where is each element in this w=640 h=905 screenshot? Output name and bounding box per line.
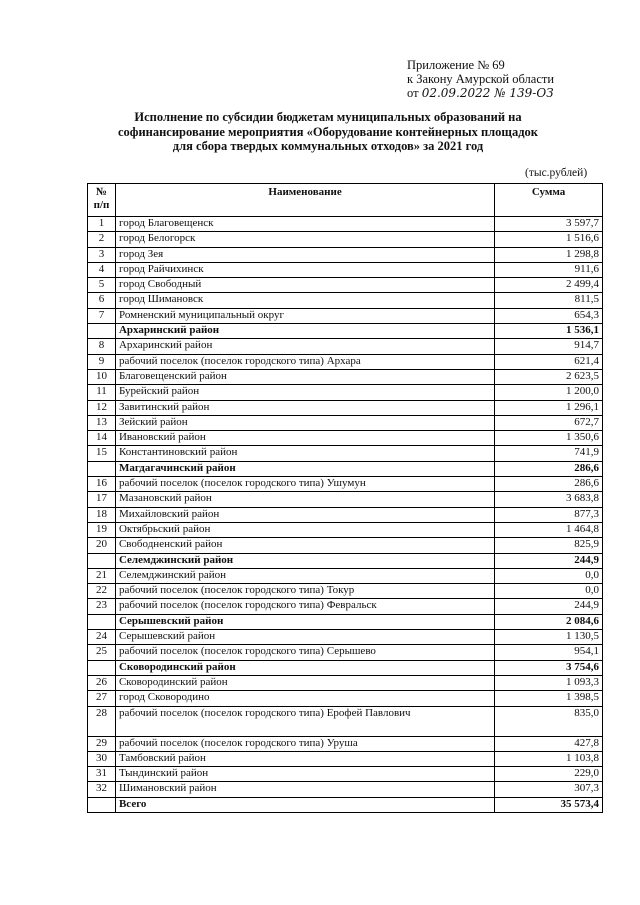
row-number: 3 — [88, 247, 116, 262]
row-sum: 1 200,0 — [495, 385, 603, 400]
row-sum: 825,9 — [495, 538, 603, 553]
header-name: Наименование — [115, 184, 494, 217]
row-sum: 244,9 — [495, 553, 603, 568]
row-name: Бурейский район — [115, 385, 494, 400]
row-number: 15 — [88, 446, 116, 461]
row-number: 13 — [88, 415, 116, 430]
row-number: 27 — [88, 691, 116, 706]
table-row — [88, 492, 603, 507]
row-sum: 286,6 — [495, 477, 603, 492]
title-line-1: Исполнение по субсидии бюджетам муниципальных образований на — [134, 110, 522, 124]
table-row — [88, 308, 603, 323]
table-row — [88, 645, 603, 660]
table-row — [88, 706, 603, 736]
table-row — [88, 782, 603, 797]
row-sum: 2 623,5 — [495, 369, 603, 384]
row-name: Константиновский район — [115, 446, 494, 461]
row-sum: 741,9 — [495, 446, 603, 461]
title-line-3: для сбора твердых коммунальных отходов» за 2021 год — [172, 139, 484, 153]
table-row — [88, 278, 603, 293]
row-number — [88, 614, 116, 629]
row-number — [88, 797, 116, 812]
table-row — [88, 446, 603, 461]
row-name: рабочий поселок (поселок городского типа) Серышево — [115, 645, 494, 660]
row-number: 10 — [88, 369, 116, 384]
title-line-2: софинансирование мероприятия «Оборудование контейнерных площадок — [118, 124, 538, 139]
row-sum: 1 350,6 — [495, 431, 603, 446]
row-name: Селемджинский район — [115, 568, 494, 583]
handwritten-date-number: 02.09.2022 № 139-ОЗ — [421, 86, 554, 100]
row-number — [88, 461, 116, 476]
row-sum: 672,7 — [495, 415, 603, 430]
header-sum: Сумма — [495, 184, 603, 217]
row-sum: 654,3 — [495, 308, 603, 323]
row-name: Архаринский район — [115, 324, 494, 339]
row-sum: 1 298,8 — [495, 247, 603, 262]
row-name: рабочий поселок (поселок городского типа) Токур — [115, 584, 494, 599]
table-row — [88, 507, 603, 522]
subsidy-table — [87, 183, 603, 813]
row-sum: 1 093,3 — [495, 675, 603, 690]
row-sum: 244,9 — [495, 599, 603, 614]
row-sum: 427,8 — [495, 736, 603, 751]
row-sum: 0,0 — [495, 568, 603, 583]
table-row — [88, 369, 603, 384]
row-sum: 35 573,4 — [495, 797, 603, 812]
row-number: 12 — [88, 400, 116, 415]
table-subtotal-row — [88, 324, 603, 339]
row-number: 30 — [88, 751, 116, 766]
row-number — [88, 553, 116, 568]
table-row — [88, 415, 603, 430]
appendix-block — [407, 58, 554, 100]
appendix-line-1: Приложение № 69 — [407, 58, 505, 72]
row-number: 9 — [88, 354, 116, 369]
table-row — [88, 522, 603, 537]
row-name: Ивановский район — [115, 431, 494, 446]
row-name: рабочий поселок (поселок городского типа) Ерофей Павлович — [115, 706, 494, 736]
table-row — [88, 675, 603, 690]
row-sum: 811,5 — [495, 293, 603, 308]
table-row — [88, 599, 603, 614]
row-name: Михайловский район — [115, 507, 494, 522]
row-sum: 229,0 — [495, 767, 603, 782]
row-sum: 911,6 — [495, 262, 603, 277]
row-number: 19 — [88, 522, 116, 537]
row-number: 31 — [88, 767, 116, 782]
table-row — [88, 354, 603, 369]
row-number — [88, 660, 116, 675]
row-name: Магдагачинский район — [115, 461, 494, 476]
row-number: 5 — [88, 278, 116, 293]
row-number: 29 — [88, 736, 116, 751]
table-row — [88, 400, 603, 415]
row-name: город Шимановск — [115, 293, 494, 308]
table-row — [88, 538, 603, 553]
row-number: 26 — [88, 675, 116, 690]
row-number: 22 — [88, 584, 116, 599]
row-name: город Сковородино — [115, 691, 494, 706]
table-subtotal-row — [88, 553, 603, 568]
row-number: 14 — [88, 431, 116, 446]
table-subtotal-row — [88, 660, 603, 675]
header-number: № п/п — [88, 184, 116, 217]
table-row — [88, 262, 603, 277]
row-number: 8 — [88, 339, 116, 354]
table-row — [88, 247, 603, 262]
document-title — [78, 110, 578, 154]
row-number: 20 — [88, 538, 116, 553]
table-row — [88, 431, 603, 446]
row-sum: 1 536,1 — [495, 324, 603, 339]
row-name: рабочий поселок (поселок городского типа) Февральск — [115, 599, 494, 614]
row-name: рабочий поселок (поселок городского типа) Ушумун — [115, 477, 494, 492]
row-sum: 1 130,5 — [495, 630, 603, 645]
row-name: Благовещенский район — [115, 369, 494, 384]
row-name: Свободненский район — [115, 538, 494, 553]
row-number: 16 — [88, 477, 116, 492]
table-subtotal-row — [88, 614, 603, 629]
row-name: город Зея — [115, 247, 494, 262]
row-number: 25 — [88, 645, 116, 660]
row-sum: 286,6 — [495, 461, 603, 476]
row-sum: 1 398,5 — [495, 691, 603, 706]
row-name: Архаринский район — [115, 339, 494, 354]
table-row — [88, 751, 603, 766]
row-name: рабочий поселок (поселок городского типа) Архара — [115, 354, 494, 369]
row-name: Сковородинский район — [115, 675, 494, 690]
row-number — [88, 324, 116, 339]
row-name: Октябрьский район — [115, 522, 494, 537]
row-sum: 2 084,6 — [495, 614, 603, 629]
row-name: Сковородинский район — [115, 660, 494, 675]
row-name: город Райчихинск — [115, 262, 494, 277]
table-header-row — [88, 184, 603, 217]
appendix-line-3 — [407, 86, 554, 100]
row-sum: 3 754,6 — [495, 660, 603, 675]
row-sum: 3 683,8 — [495, 492, 603, 507]
table-row — [88, 217, 603, 232]
row-number: 11 — [88, 385, 116, 400]
row-name: Шимановский район — [115, 782, 494, 797]
table-row — [88, 477, 603, 492]
table-row — [88, 339, 603, 354]
row-name: город Белогорск — [115, 232, 494, 247]
row-sum: 2 499,4 — [495, 278, 603, 293]
table-row — [88, 568, 603, 583]
row-name: Тамбовский район — [115, 751, 494, 766]
row-number: 2 — [88, 232, 116, 247]
table-body — [88, 217, 603, 813]
row-number: 1 — [88, 217, 116, 232]
row-number: 7 — [88, 308, 116, 323]
row-number: 21 — [88, 568, 116, 583]
row-name: Тындинский район — [115, 767, 494, 782]
row-sum: 914,7 — [495, 339, 603, 354]
row-number: 28 — [88, 706, 116, 736]
row-number: 4 — [88, 262, 116, 277]
row-sum: 1 464,8 — [495, 522, 603, 537]
table-row — [88, 232, 603, 247]
row-sum: 307,3 — [495, 782, 603, 797]
row-sum: 0,0 — [495, 584, 603, 599]
row-name: город Благовещенск — [115, 217, 494, 232]
row-name: Всего — [115, 797, 494, 812]
table-row — [88, 584, 603, 599]
row-name: Зейский район — [115, 415, 494, 430]
row-sum: 1 516,6 — [495, 232, 603, 247]
row-name: Серышевский район — [115, 614, 494, 629]
row-name: Серышевский район — [115, 630, 494, 645]
row-name: рабочий поселок (поселок городского типа) Уруша — [115, 736, 494, 751]
row-name: город Свободный — [115, 278, 494, 293]
row-sum: 621,4 — [495, 354, 603, 369]
table-subtotal-row — [88, 797, 603, 812]
row-name: Завитинский район — [115, 400, 494, 415]
table-row — [88, 691, 603, 706]
table-row — [88, 736, 603, 751]
units-label: (тыс.рублей) — [525, 167, 588, 179]
row-sum: 877,3 — [495, 507, 603, 522]
row-name: Ромненский муниципальный округ — [115, 308, 494, 323]
row-number: 6 — [88, 293, 116, 308]
row-sum: 1 103,8 — [495, 751, 603, 766]
row-number: 32 — [88, 782, 116, 797]
row-number: 24 — [88, 630, 116, 645]
table-row — [88, 767, 603, 782]
row-name: Селемджинский район — [115, 553, 494, 568]
row-number: 23 — [88, 599, 116, 614]
table-row — [88, 385, 603, 400]
table-row — [88, 630, 603, 645]
row-sum: 1 296,1 — [495, 400, 603, 415]
row-name: Мазановский район — [115, 492, 494, 507]
appendix-date-prefix: от — [407, 86, 419, 100]
row-number: 17 — [88, 492, 116, 507]
row-number: 18 — [88, 507, 116, 522]
row-sum: 835,0 — [495, 706, 603, 736]
table-subtotal-row — [88, 461, 603, 476]
table-row — [88, 293, 603, 308]
appendix-line-2: к Закону Амурской области — [407, 72, 555, 86]
row-sum: 954,1 — [495, 645, 603, 660]
row-sum: 3 597,7 — [495, 217, 603, 232]
